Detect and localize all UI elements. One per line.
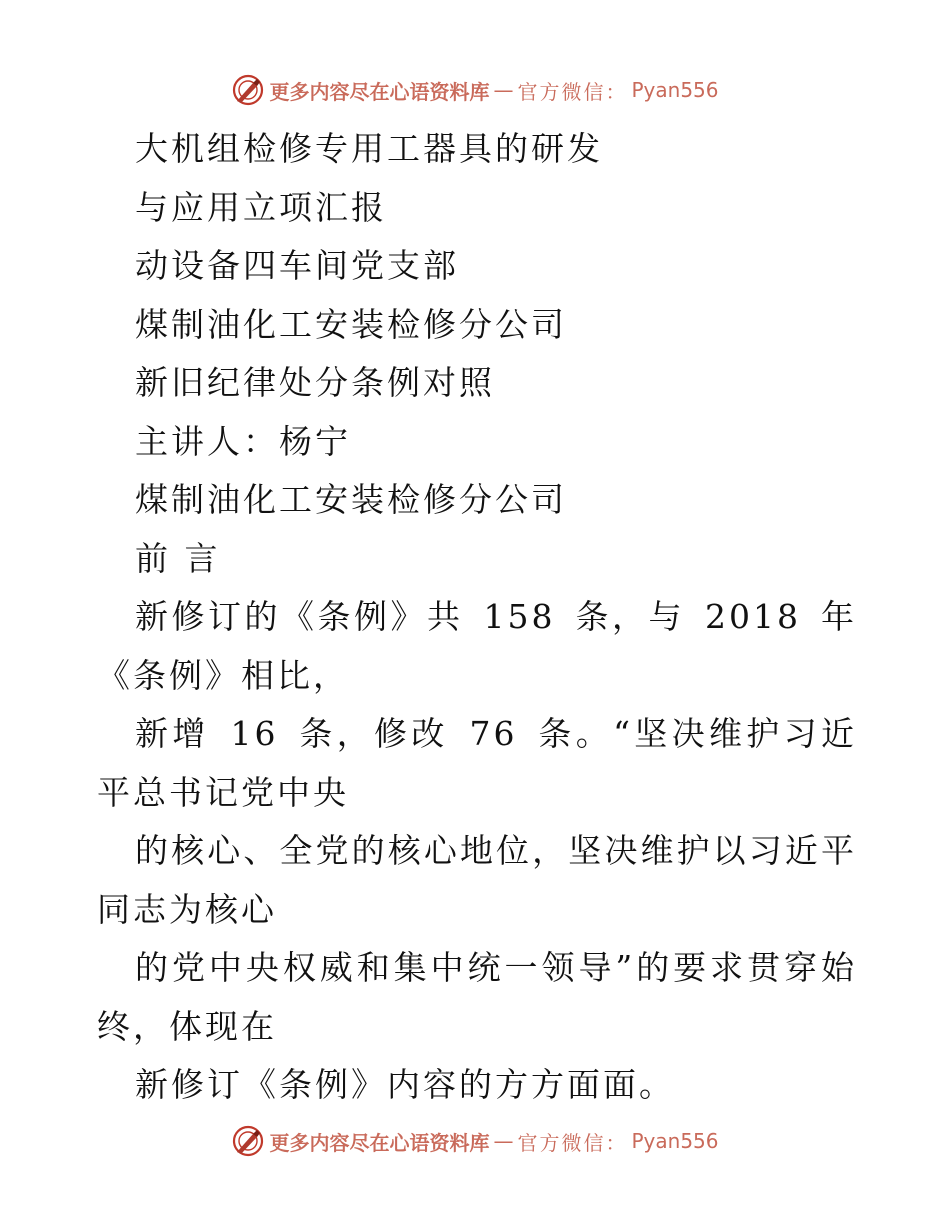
banner-separator: — [493, 1129, 514, 1153]
banner-wechat-label: 官方微信： [517, 1130, 628, 1155]
body-paragraph: 的核心、全党的核心地位，坚决维护以习近平同志为核心 [97, 831, 857, 929]
pen-logo-icon [231, 73, 265, 107]
department-line: 动设备四车间党支部 [135, 246, 459, 285]
document-body [97, 120, 857, 1115]
speaker-line: 主讲人：杨宁 [135, 421, 351, 461]
title-line-1: 大机组检修专用工器具的研发 [135, 129, 603, 168]
header-watermark-banner [0, 70, 950, 110]
banner-wechat-handle: Pyan556 [631, 1129, 719, 1153]
body-paragraph: 的党中央权威和集中统一领导”的要求贯穿始终，体现在 [97, 948, 857, 1046]
subject-line: 新旧纪律处分条例对照 [135, 363, 495, 402]
banner-separator: — [493, 78, 514, 102]
banner-wechat-handle: Pyan556 [631, 78, 719, 102]
title-line-2: 与应用立项汇报 [135, 187, 387, 227]
body-paragraph: 新修订的《条例》共 158 条，与 2018 年《条例》相比， [97, 597, 857, 695]
footer-watermark-banner [0, 1121, 950, 1161]
preface-heading: 前 言 [135, 538, 221, 578]
banner-site-text: 更多内容尽在心语资料库 [269, 1130, 490, 1155]
company-line: 煤制油化工安装检修分公司 [135, 304, 567, 344]
body-paragraph: 新修订《条例》内容的方方面面。 [135, 1065, 675, 1104]
banner-wechat-label: 官方微信： [517, 79, 628, 104]
company-line-2: 煤制油化工安装检修分公司 [135, 480, 567, 519]
banner-site-text: 更多内容尽在心语资料库 [269, 79, 490, 104]
pen-logo-icon [231, 1124, 265, 1158]
body-paragraph: 新增 16 条，修改 76 条。“坚决维护习近平总书记党中央 [97, 714, 857, 812]
